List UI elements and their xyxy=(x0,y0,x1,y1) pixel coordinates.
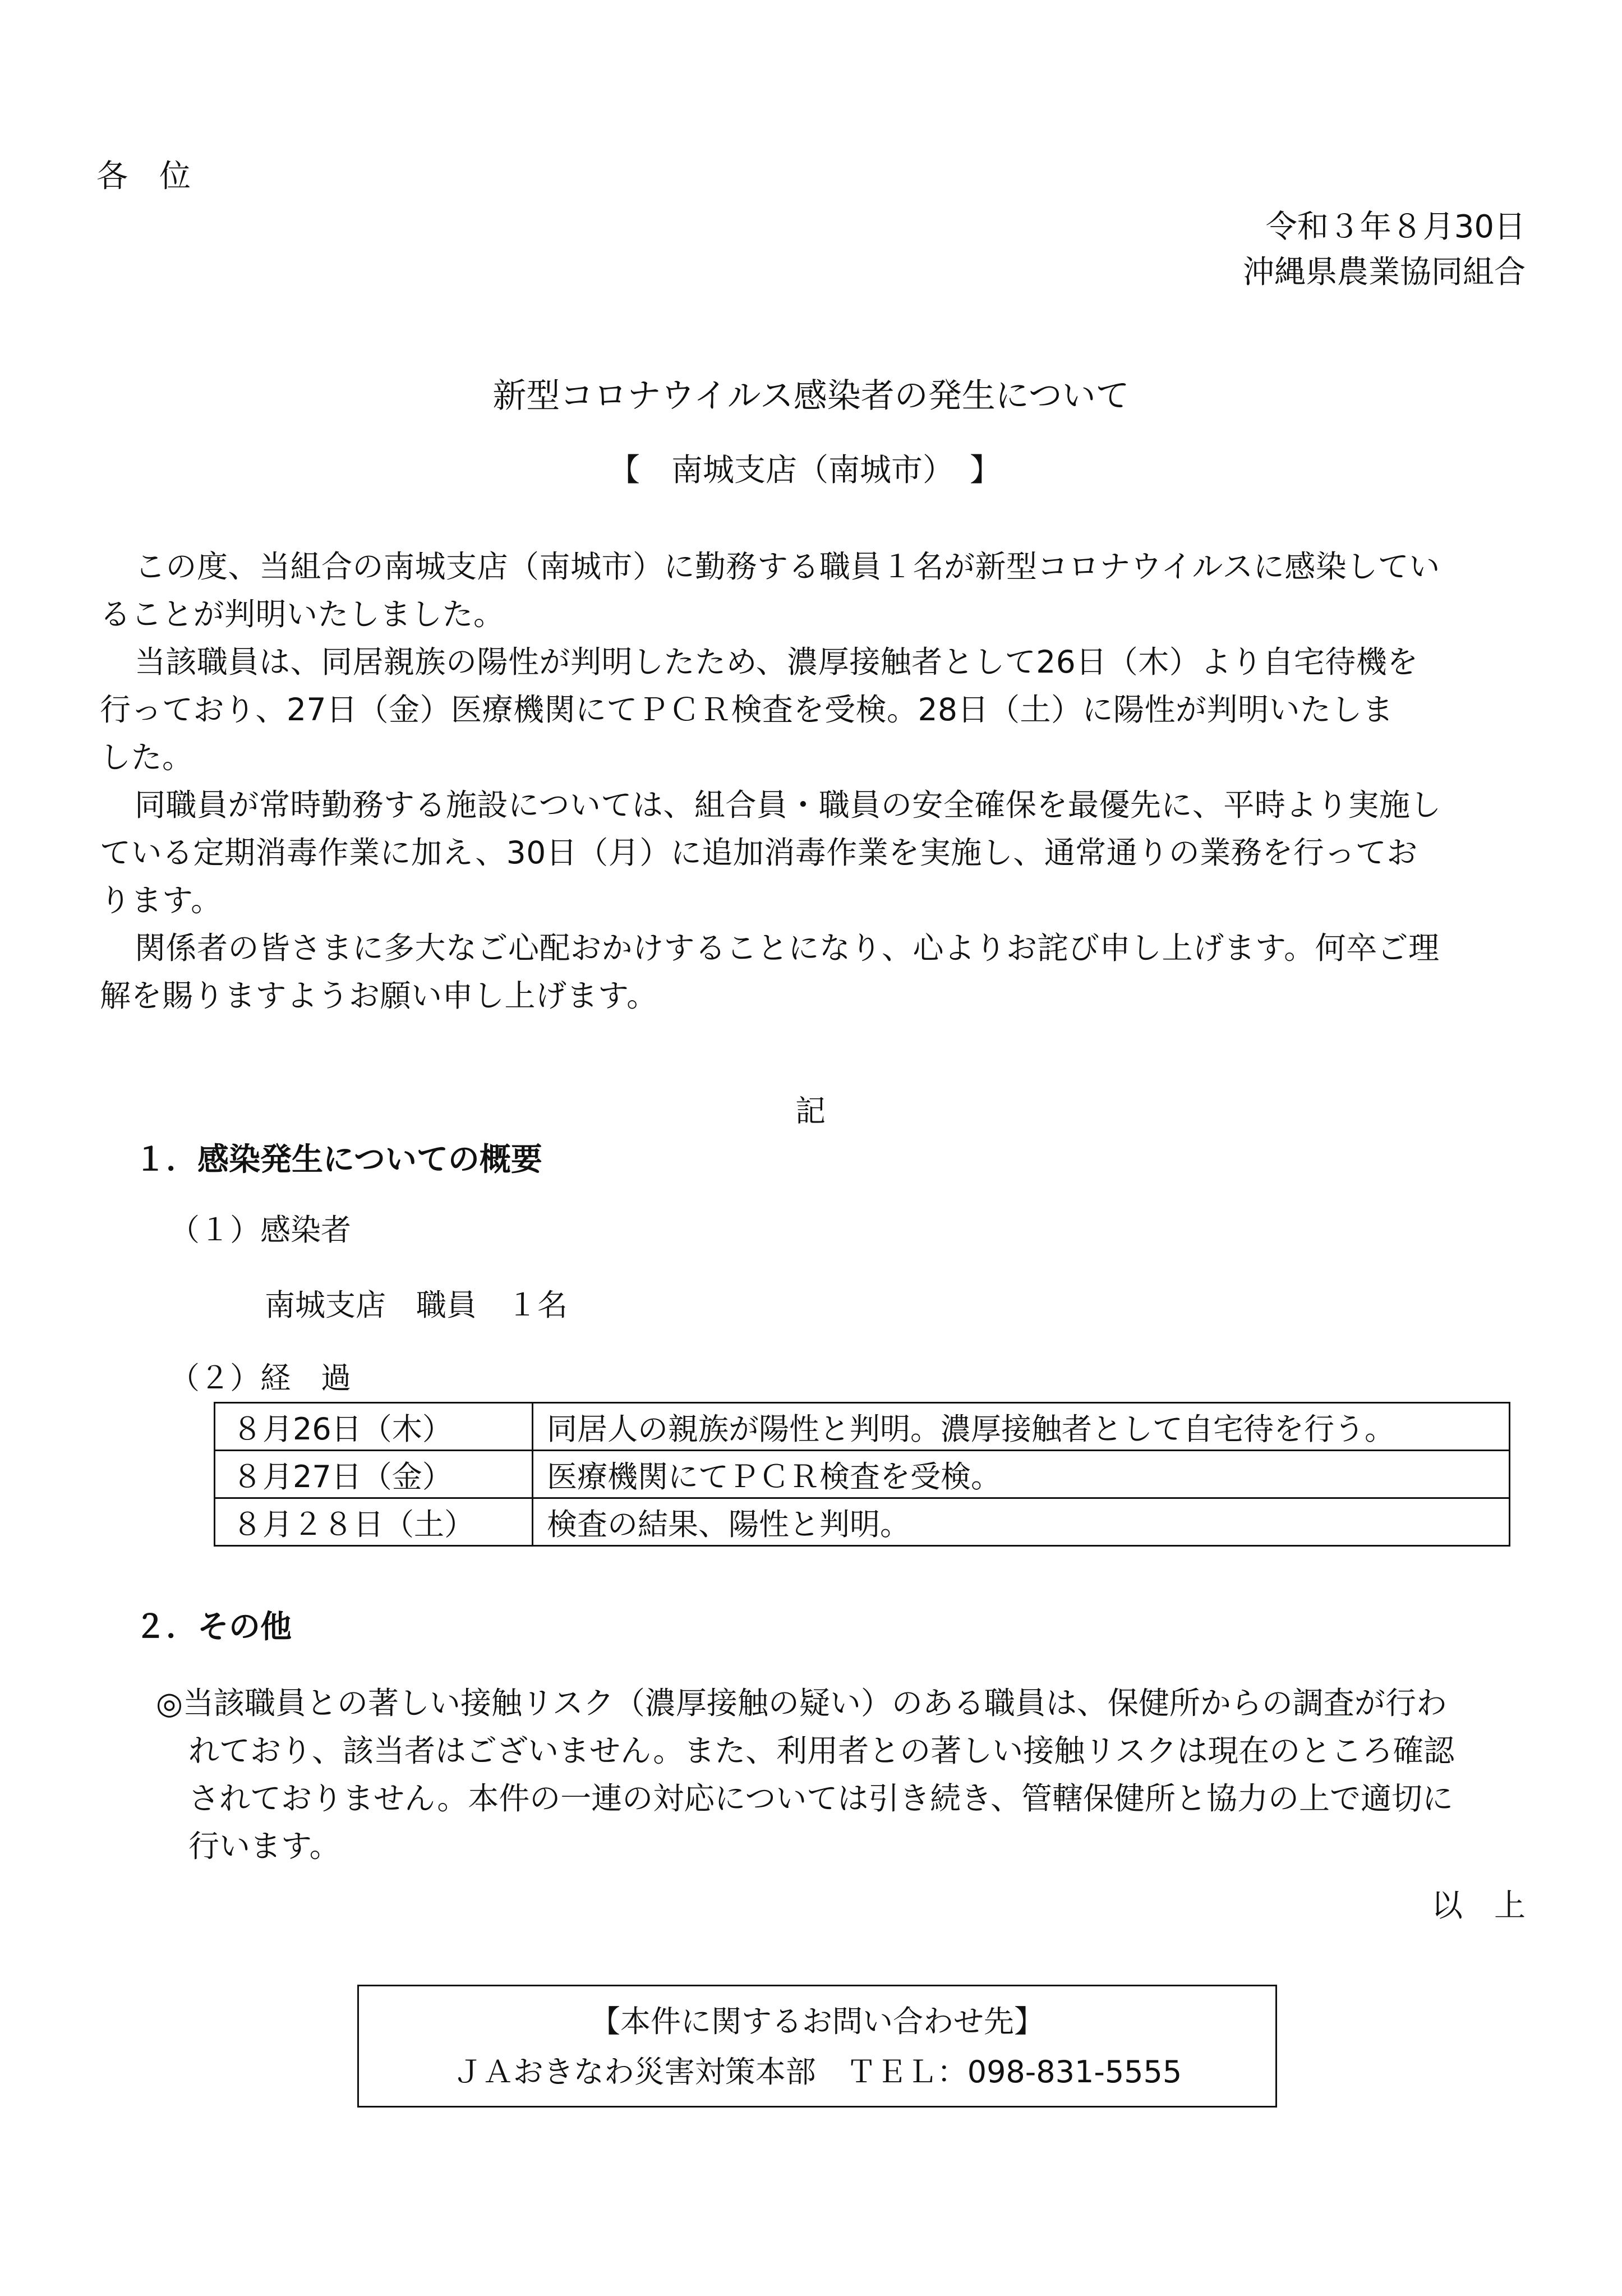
body-line: ります。 xyxy=(100,882,222,918)
note-line: れており、該当者はございません。また、利用者との著しい接触リスクは現在のところ確認 xyxy=(188,1733,1455,1769)
timeline-date: ８月27日（金） xyxy=(215,1451,533,1498)
document-date: 令和３年８月30日 xyxy=(1265,209,1526,245)
body-line: この度、当組合の南城支店（南城市）に勤務する職員１名が新型コロナウイルスに感染してい xyxy=(135,549,1440,585)
contact-box xyxy=(357,1985,1277,2108)
note-line: されておりません。本件の一連の対応については引き続き、管轄保健所と協力の上で適切に xyxy=(188,1780,1454,1816)
body-line: 同職員が常時勤務する施設については、組合員・職員の安全確保を最優先に、平時より実施し xyxy=(135,787,1441,823)
table-row xyxy=(215,1451,1510,1498)
body-paragraph xyxy=(100,638,1527,781)
ki-marker: 記 xyxy=(795,1093,826,1129)
body-paragraph xyxy=(100,781,1527,924)
table-row xyxy=(215,1403,1510,1451)
note-line: ◎当該職員との著しい接触リスク（濃厚接触の疑い）のある職員は、保健所からの調査が行わ xyxy=(156,1685,1447,1721)
document-title: 新型コロナウイルス感染者の発生について xyxy=(492,376,1130,416)
timeline-event: 医療機関にてＰＣＲ検査を受検。 xyxy=(533,1451,1510,1498)
body-line: した。 xyxy=(100,739,193,775)
progress-label: （２）経 過 xyxy=(169,1360,351,1396)
infected-label: （１）感染者 xyxy=(169,1212,351,1248)
infected-value: 南城支店 職員 １名 xyxy=(265,1287,568,1323)
timeline-date: ８月２８日（土） xyxy=(215,1498,533,1546)
table-row xyxy=(215,1498,1510,1546)
body-line: 解を賜りますようお願い申し上げます。 xyxy=(100,978,658,1014)
section1-heading: １．感染発生についての概要 xyxy=(135,1142,542,1178)
timeline-event: 検査の結果、陽性と判明。 xyxy=(533,1498,1510,1546)
document-subtitle: 【 南城支店（南城市） 】 xyxy=(609,452,1001,489)
addressee: 各 位 xyxy=(96,158,191,195)
body-text xyxy=(100,543,1527,1020)
contact-heading: 【本件に関するお問い合わせ先】 xyxy=(590,2004,1044,2039)
body-paragraph xyxy=(100,924,1527,1020)
timeline-date: ８月26日（木） xyxy=(215,1403,533,1451)
body-line: ることが判明いたしました。 xyxy=(100,596,505,632)
issuer-name: 沖縄県農業協同組合 xyxy=(1243,254,1526,291)
section2-heading: ２．その他 xyxy=(135,1609,292,1645)
contact-line: ＪＡおきなわ災害対策本部 ＴＥＬ：098-831-5555 xyxy=(452,2054,1182,2090)
note-text xyxy=(156,1680,1530,1870)
body-line: 行っており、27日（金）医療機関にてＰＣＲ検査を受検。28日（土）に陽性が判明いたしま xyxy=(100,692,1394,728)
progress-table xyxy=(214,1402,1510,1547)
body-line: 当該職員は、同居親族の陽性が判明したため、濃厚接触者として26日（木）より自宅待機を xyxy=(135,644,1418,680)
body-paragraph xyxy=(100,543,1527,638)
closing-mark: 以 上 xyxy=(1431,1888,1526,1924)
timeline-event: 同居人の親族が陽性と判明。濃厚接触者として自宅待を行う。 xyxy=(533,1403,1510,1451)
body-line: ている定期消毒作業に加え、30日（月）に追加消毒作業を実施し、通常通りの業務を行ってお xyxy=(100,835,1418,871)
note-line: 行います。 xyxy=(188,1828,340,1864)
body-line: 関係者の皆さまに多大なご心配おかけすることになり、心よりお詫び申し上げます。何卒ご理 xyxy=(135,930,1440,966)
